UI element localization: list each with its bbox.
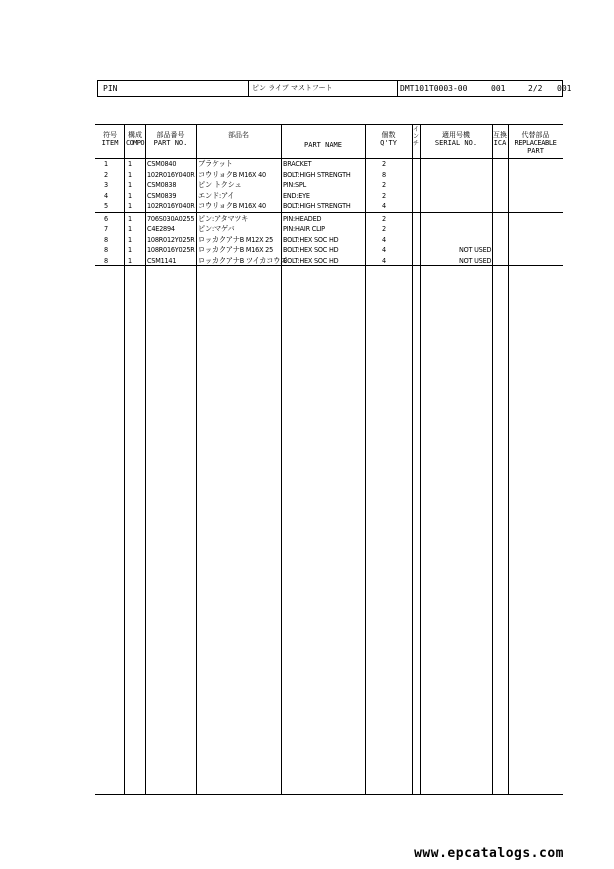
row-name-jp: ロッカクアナB M16X 25 (198, 245, 273, 254)
row-compo: 1 (128, 169, 132, 179)
row-part-name: BOLT:HEX SOC HD (283, 255, 339, 265)
col-header-ica-en: ICA (493, 139, 507, 147)
row-qty: 2 (382, 190, 386, 200)
row-part-no: 102R016Y040R (147, 169, 195, 179)
row-name-jp: コウリョクB M16X 40 (198, 201, 266, 210)
row-qty: 4 (382, 201, 386, 210)
row-part-no: CSM1141 (147, 255, 177, 265)
col-line (420, 124, 421, 795)
row-qty: 4 (382, 245, 386, 254)
col-header-qty (365, 131, 412, 147)
col-header-ica (492, 131, 508, 147)
row-compo: 1 (128, 224, 132, 233)
row-item: 1 (104, 159, 108, 168)
row-part-no: 102R016Y040R (147, 201, 195, 210)
row-qty: 2 (382, 224, 386, 233)
col-header-name-jp (196, 131, 281, 139)
row-compo: 1 (128, 190, 132, 200)
row-item: 2 (104, 169, 108, 179)
row-qty: 2 (382, 213, 386, 223)
row-compo: 1 (128, 180, 132, 189)
assembly-name-jp: ピン ライブ マストフート (252, 84, 333, 92)
col-header-serial-en: SERIAL NO. (434, 139, 478, 147)
row-part-name: BRACKET (283, 159, 312, 168)
row-name-jp: ロッカクアナB M12X 25 (198, 234, 273, 244)
row-name-jp: ロッカクアナB ツイカコウズ (198, 255, 288, 265)
row-part-name: BOLT:HEX SOC HD (283, 245, 339, 254)
row-qty: 4 (382, 234, 386, 244)
col-header-name-jp-label: 部品名 (228, 131, 249, 139)
col-line (196, 124, 197, 795)
row-part-name: BOLT:HEX SOC HD (283, 234, 339, 244)
col-line (124, 124, 125, 795)
col-header-part-name-en: PART NAME (304, 141, 342, 149)
col-header-replaceable-jp: 代替部品 (521, 131, 550, 139)
col-header-item-en: ITEM (101, 139, 119, 147)
row-item: 8 (104, 234, 108, 244)
divider (397, 81, 398, 96)
col-header-compo (124, 131, 146, 147)
row-qty: 8 (382, 169, 386, 179)
col-header-qty-en: Q'TY (380, 139, 397, 147)
row-part-no: 108R012Y025R (147, 234, 195, 244)
row-part-name: PIN:HAIR CLIP (283, 224, 325, 233)
row-compo: 1 (128, 213, 132, 223)
footer-site: www.epcatalogs.com (414, 846, 564, 861)
col-header-replaceable (508, 131, 563, 155)
title-box (97, 80, 563, 97)
row-item: 3 (104, 180, 108, 189)
row-serial: NOT USED (459, 255, 492, 265)
row-part-name: PIN:HEADED (283, 213, 322, 223)
row-item: 6 (104, 213, 108, 223)
col-line (281, 124, 282, 795)
divider (248, 81, 249, 96)
row-compo: 1 (128, 234, 132, 244)
col-line (365, 124, 366, 795)
col-line (508, 124, 509, 795)
col-header-serial (420, 131, 492, 147)
col-header-item (96, 131, 124, 147)
row-item: 8 (104, 245, 108, 254)
row-qty: 2 (382, 159, 386, 168)
row-part-name: END:EYE (283, 190, 310, 200)
row-qty: 4 (382, 255, 386, 265)
col-line (412, 124, 413, 795)
row-serial: NOT USED (459, 245, 492, 254)
row-name-jp: ピン:マゲバ (198, 224, 235, 233)
revision: 001 (491, 84, 506, 93)
page-number: 2/2 (528, 84, 543, 93)
row-compo: 1 (128, 245, 132, 254)
col-header-compo-en: COMPO (125, 139, 145, 147)
row-part-name: BOLT:HIGH STRENGTH (283, 169, 351, 179)
row-name-jp: ブラケット (198, 159, 233, 168)
row-part-no: 108R016Y025R (147, 245, 195, 254)
col-line (145, 124, 146, 795)
col-header-replaceable-en: REPLACEABLE (514, 139, 557, 147)
col-header-part-no-jp: 部品番号 (156, 131, 185, 139)
row-compo: 1 (128, 255, 132, 265)
col-header-part-name (281, 141, 365, 149)
row-part-no: C4E2894 (147, 224, 175, 233)
row-part-no: 706S030A0255 (147, 213, 195, 223)
row-name-jp: コウリョクB M16X 40 (198, 169, 266, 179)
row-item: 7 (104, 224, 108, 233)
col-header-part-no (145, 131, 196, 147)
col-header-replaceable-en2: PART (527, 147, 544, 155)
row-item: 8 (104, 255, 108, 265)
col-line (492, 124, 493, 795)
col-header-compo-jp: 構成 (128, 131, 142, 139)
col-header-serial-jp: 適用号機 (442, 131, 470, 139)
row-part-no: CSM0840 (147, 159, 177, 168)
row-compo: 1 (128, 201, 132, 210)
row-item: 4 (104, 190, 108, 200)
col-header-ica-jp: 互換 (493, 131, 507, 139)
row-item: 5 (104, 201, 108, 210)
col-header-part-no-en: PART NO. (153, 139, 188, 147)
row-part-no: CSM0838 (147, 180, 177, 189)
revision-outside: 001 (557, 84, 572, 93)
row-name-jp: ピン:アタマツキ (198, 213, 249, 223)
col-header-item-jp: 符号 (103, 131, 117, 139)
row-compo: 1 (128, 159, 132, 168)
row-part-no: CSM0839 (147, 190, 177, 200)
assembly-name: PIN (103, 84, 118, 93)
row-name-jp: エンド:アイ (198, 190, 235, 200)
row-name-jp: ピン トクシュ (198, 180, 242, 189)
row-part-name: BOLT:HIGH STRENGTH (283, 201, 351, 210)
document-number: DMT101T0003-00 (400, 84, 468, 93)
row-part-name: PIN:SPL (283, 180, 307, 189)
row-qty: 2 (382, 180, 386, 189)
col-header-qty-jp: 個数 (381, 131, 396, 139)
col-header-inch: インチ (412, 126, 419, 147)
